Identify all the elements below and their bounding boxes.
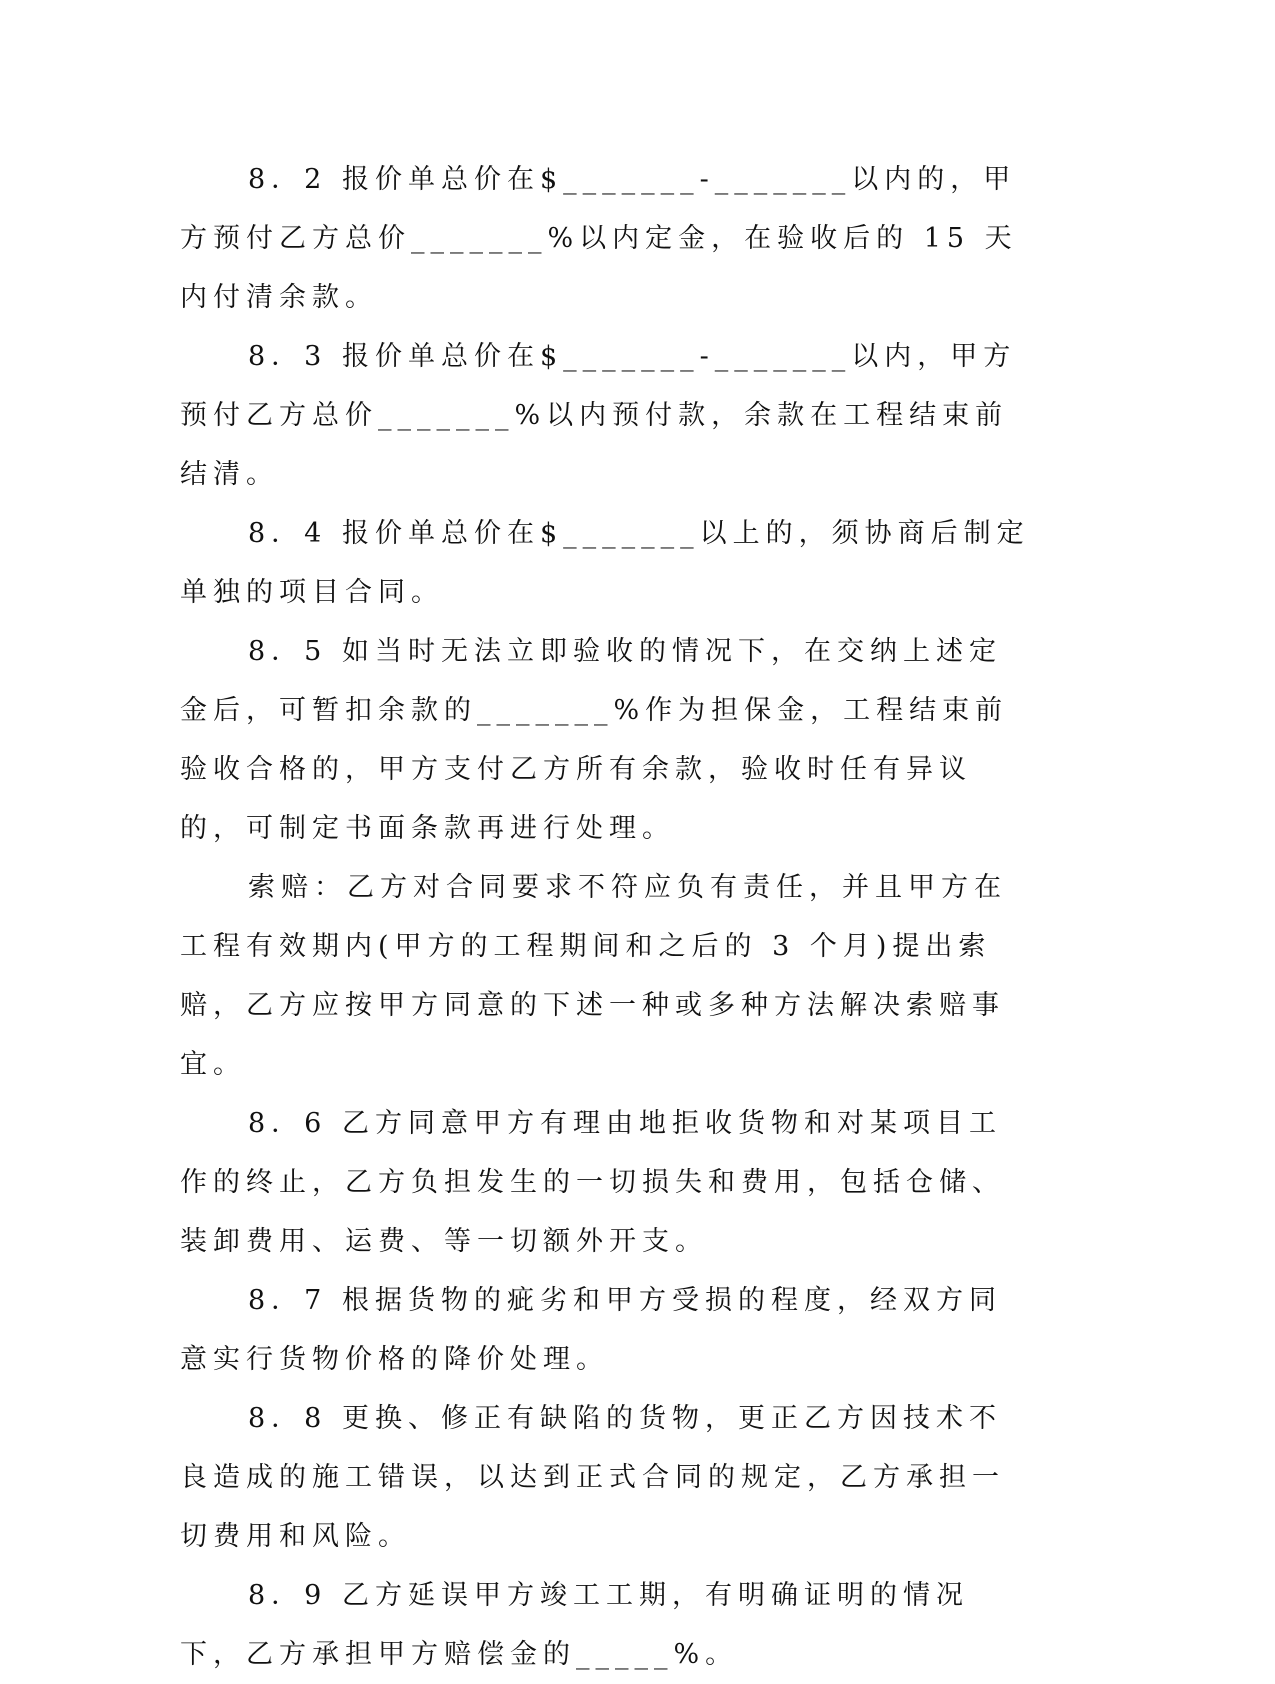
- clause-8-8: 8．8 更换、修正有缺陷的货物，更正乙方因技术不良造成的施工错误，以达到正式合同的规定，乙方承担一切费用和风险。: [180, 1403, 1005, 1552]
- clause-8-5: 8．5 如当时无法立即验收的情况下，在交纳上述定金后，可暂扣余款的_______%作为担保金，工程结束前验收合格的，甲方支付乙方所有余款，验收时任有异议的，可制定书面条款再进行处理。: [180, 636, 1009, 844]
- clause-8-6: 8．6 乙方同意甲方有理由地拒收货物和对某项目工作的终止，乙方负担发生的一切损失和费用，包括仓储、装卸费用、运费、等一切额外开支。: [180, 1108, 1005, 1257]
- document-body: [180, 150, 1032, 1684]
- clause-8-3: 8．3 报价单总价在$_______-_______以内，甲方预付乙方总价_______%以内预付款，余款在工程结束前结清。: [180, 341, 1017, 490]
- claims-paragraph: 索赔：乙方对合同要求不符应负有责任，并且甲方在工程有效期内(甲方的工程期间和之后的 3 个月)提出索赔，乙方应按甲方同意的下述一种或多种方法解决索赔事宜。: [180, 872, 1007, 1080]
- clause-8-4: 8．4 报价单总价在$_______以上的，须协商后制定单独的项目合同。: [180, 518, 1030, 608]
- clause-8-2: 8．2 报价单总价在$_______-_______以内的，甲方预付乙方总价_______%以内定金，在验收后的 15 天内付清余款。: [180, 164, 1018, 313]
- clause-8-7: 8．7 根据货物的疵劣和甲方受损的程度，经双方同意实行货物价格的降价处理。: [180, 1285, 1002, 1375]
- clause-8-9: 8．9 乙方延误甲方竣工工期，有明确证明的情况下，乙方承担甲方赔偿金的_____%。: [180, 1580, 969, 1670]
